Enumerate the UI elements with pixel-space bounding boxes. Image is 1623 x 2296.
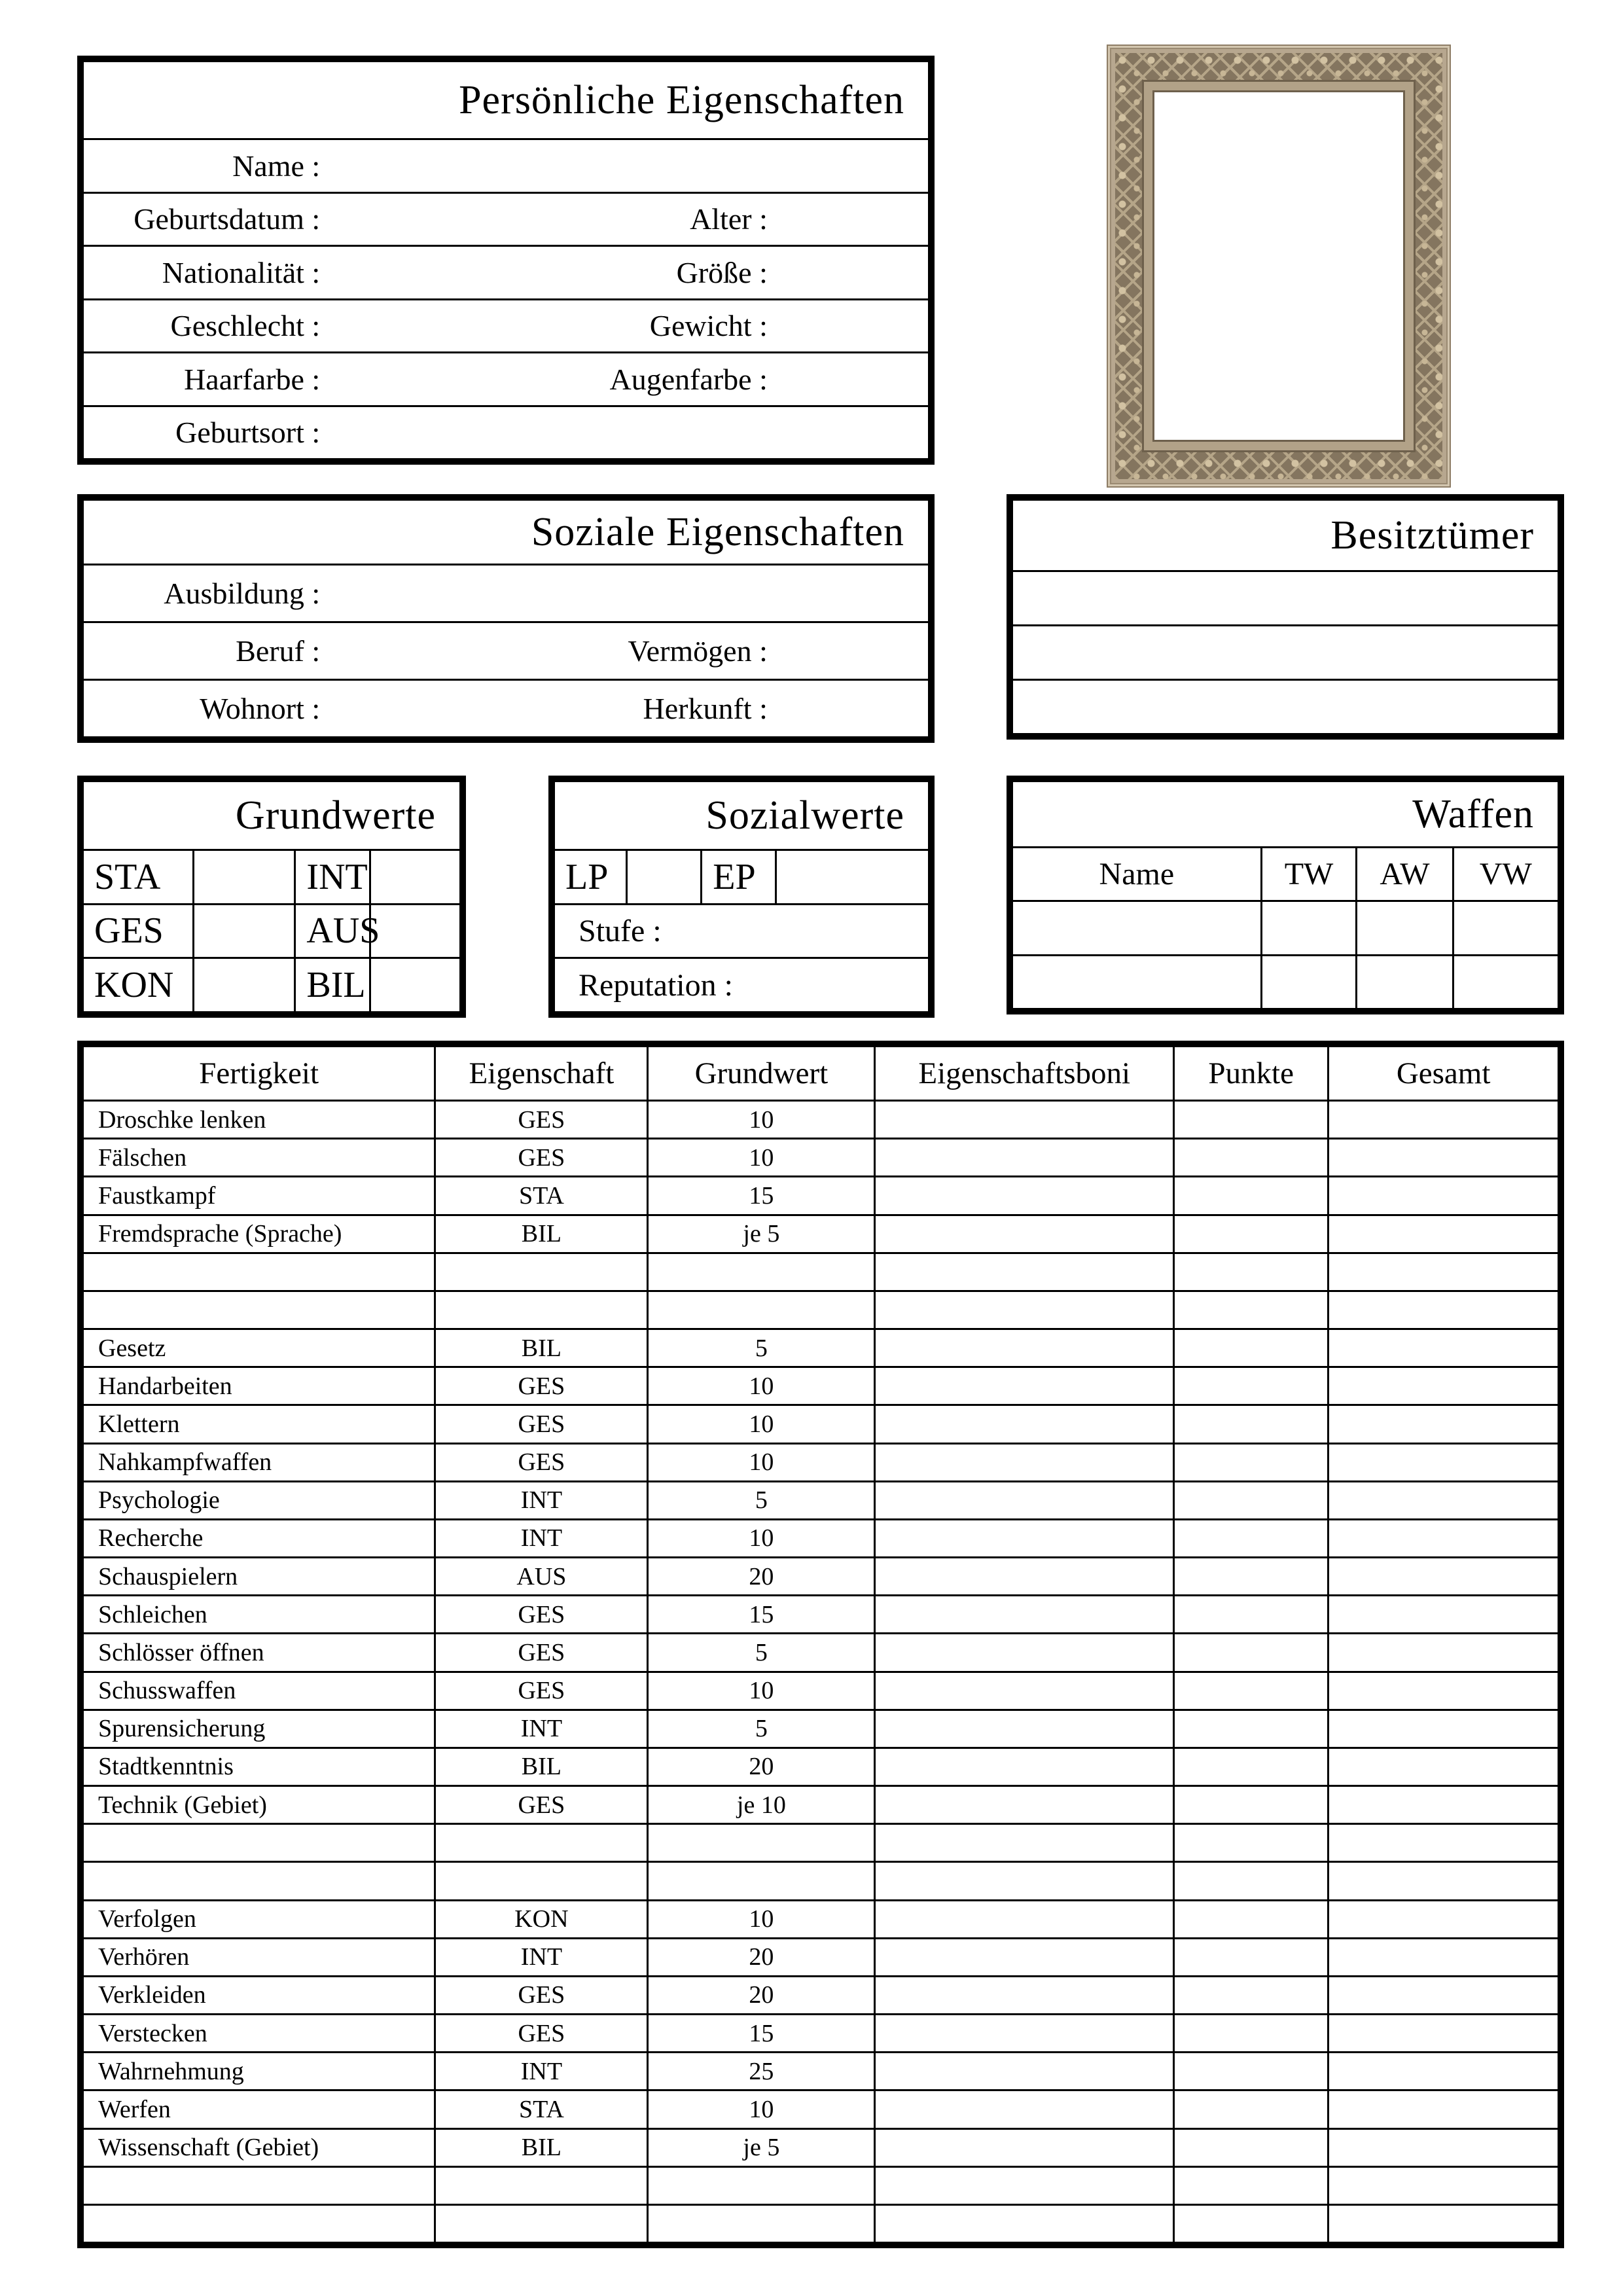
haircolor-label: Haarfarbe : <box>184 362 321 396</box>
skill-attribute-bonus-cell <box>874 1558 1173 1594</box>
skill-total-cell <box>1327 2130 1558 2166</box>
skill-name <box>84 2168 434 2204</box>
skill-total-cell <box>1327 1673 1558 1709</box>
int-label: INT <box>294 851 369 903</box>
skill-row <box>84 1328 1558 1366</box>
skill-total-cell <box>1327 1102 1558 1138</box>
skill-attribute-bonus-cell <box>874 1292 1173 1328</box>
social-values-box <box>548 776 935 1018</box>
skill-attribute: BIL <box>434 1216 647 1252</box>
skills-header-fertigkeit: Fertigkeit <box>199 1056 319 1090</box>
residence-row <box>84 679 928 736</box>
skill-base-value: 10 <box>647 1444 874 1480</box>
skill-name: Schusswaffen <box>98 1677 236 1705</box>
skill-row <box>84 1518 1558 1556</box>
birthplace-label: Geburtsort : <box>175 416 321 450</box>
skill-total-cell <box>1327 1977 1558 2013</box>
reputation-row <box>555 957 928 1011</box>
skill-name: Stadtkenntnis <box>98 1753 234 1781</box>
skill-attribute: STA <box>434 2091 647 2127</box>
skill-attribute: GES <box>434 1977 647 2013</box>
skill-attribute <box>434 1863 647 1899</box>
skill-attribute-bonus-cell <box>874 2206 1173 2242</box>
skill-points-cell <box>1173 2015 1327 2051</box>
skill-row <box>84 1747 1558 1785</box>
skill-points-cell <box>1173 2130 1327 2166</box>
skill-attribute: BIL <box>434 2130 647 2166</box>
skill-points-cell <box>1173 1330 1327 1366</box>
skill-total-cell <box>1327 2015 1558 2051</box>
skill-row <box>84 1823 1558 1861</box>
skill-base-value: 20 <box>647 1977 874 2013</box>
skill-total-cell <box>1327 1482 1558 1518</box>
skill-total-cell <box>1327 1939 1558 1975</box>
skill-base-value <box>647 2206 874 2242</box>
name-row <box>84 138 928 192</box>
skill-total-cell <box>1327 1254 1558 1290</box>
skill-attribute: GES <box>434 2015 647 2051</box>
skill-points-cell <box>1173 1673 1327 1709</box>
stufe-label: Stufe : <box>579 913 662 948</box>
skills-header-row <box>84 1047 1558 1100</box>
sta-value-cell <box>192 851 294 903</box>
skills-header-eigenschaft: Eigenschaft <box>434 1047 647 1100</box>
base-values-row <box>84 903 459 958</box>
skill-attribute: GES <box>434 1368 647 1404</box>
skill-name <box>84 1863 434 1899</box>
skill-attribute-bonus-cell <box>874 2015 1173 2051</box>
skill-attribute <box>434 1292 647 1328</box>
skill-points-cell <box>1173 1216 1327 1252</box>
education-label: Ausbildung : <box>164 577 321 610</box>
skill-attribute-bonus-cell <box>874 1939 1173 1975</box>
skill-base-value <box>647 1292 874 1328</box>
skill-points-cell <box>1173 1939 1327 1975</box>
aus-label: AUS <box>294 905 369 958</box>
social-attributes-box <box>77 494 935 743</box>
possessions-title: Besitztümer <box>1330 512 1534 558</box>
skill-name: Nahkampfwaffen <box>98 1448 272 1477</box>
base-values-title: Grundwerte <box>235 793 436 838</box>
skill-name <box>84 2206 434 2242</box>
skill-row <box>84 1594 1558 1632</box>
skill-name: Klettern <box>98 1410 180 1438</box>
haircolor-row <box>84 351 928 405</box>
skill-attribute: BIL <box>434 1330 647 1366</box>
skill-row <box>84 1175 1558 1213</box>
skill-attribute: GES <box>434 1787 647 1823</box>
skill-name: Verstecken <box>98 2019 207 2047</box>
skill-attribute-bonus-cell <box>874 1254 1173 1290</box>
birthdate-label: Geburtsdatum : <box>134 202 321 236</box>
kon-value-cell <box>192 959 294 1011</box>
skill-attribute-bonus-cell <box>874 1102 1173 1138</box>
skill-name: Werfen <box>98 2095 171 2123</box>
skill-attribute-bonus-cell <box>874 1863 1173 1899</box>
skill-attribute-bonus-cell <box>874 1711 1173 1747</box>
skill-attribute <box>434 2168 647 2204</box>
skill-row <box>84 1443 1558 1480</box>
skill-name: Wahrnehmung <box>98 2057 244 2085</box>
base-values-row <box>84 849 459 903</box>
skill-attribute-bonus-cell <box>874 1330 1173 1366</box>
skill-row <box>84 1861 1558 1899</box>
gender-row <box>84 298 928 352</box>
skill-total-cell <box>1327 2168 1558 2204</box>
skill-attribute: GES <box>434 1139 647 1175</box>
lp-ep-row <box>555 849 928 903</box>
kon-label: KON <box>94 965 174 1006</box>
origin-label: Herkunft : <box>643 692 768 725</box>
skill-name: Psychologie <box>98 1486 220 1515</box>
skill-attribute: GES <box>434 1444 647 1480</box>
skill-total-cell <box>1327 1177 1558 1213</box>
personal-attributes-title: Persönliche Eigenschaften <box>459 77 904 122</box>
skill-attribute-bonus-cell <box>874 1634 1173 1670</box>
skill-points-cell <box>1173 1292 1327 1328</box>
weapons-title: Waffen <box>1412 791 1534 836</box>
skill-points-cell <box>1173 1749 1327 1785</box>
skill-total-cell <box>1327 1558 1558 1594</box>
skill-points-cell <box>1173 1558 1327 1594</box>
skill-attribute-bonus-cell <box>874 1444 1173 1480</box>
skill-total-cell <box>1327 1520 1558 1556</box>
skill-base-value: 10 <box>647 1406 874 1442</box>
skill-base-value <box>647 1825 874 1861</box>
skill-attribute: GES <box>434 1406 647 1442</box>
skills-header-grundwert: Grundwert <box>647 1047 874 1100</box>
skill-name: Wissenschaft (Gebiet) <box>98 2134 319 2162</box>
skill-row <box>84 2166 1558 2204</box>
skill-base-value: 10 <box>647 2091 874 2127</box>
skill-total-cell <box>1327 1863 1558 1899</box>
skill-name: Schlösser öffnen <box>98 1638 264 1666</box>
skill-total-cell <box>1327 1711 1558 1747</box>
aus-value-cell <box>369 905 459 958</box>
skill-attribute: BIL <box>434 1749 647 1785</box>
weapons-box <box>1007 776 1564 1014</box>
skill-base-value: 5 <box>647 1330 874 1366</box>
skill-base-value: 10 <box>647 1520 874 1556</box>
possessions-box <box>1007 494 1564 740</box>
reputation-label: Reputation : <box>579 967 733 1003</box>
skill-attribute: GES <box>434 1673 647 1709</box>
skill-attribute: GES <box>434 1596 647 1632</box>
skill-points-cell <box>1173 1825 1327 1861</box>
skills-header-gesamt: Gesamt <box>1327 1047 1558 1100</box>
residence-label: Wohnort : <box>200 692 321 725</box>
skill-points-cell <box>1173 2206 1327 2242</box>
skill-base-value: 5 <box>647 1711 874 1747</box>
skill-attribute <box>434 1825 647 1861</box>
skill-name: Verkleiden <box>98 1981 206 2009</box>
ep-label: EP <box>700 851 775 903</box>
skill-name: Droschke lenken <box>98 1105 266 1134</box>
profession-row <box>84 621 928 679</box>
skill-name: Fälschen <box>98 1143 187 1172</box>
skill-attribute-bonus-cell <box>874 1787 1173 1823</box>
profession-label: Beruf : <box>236 634 321 668</box>
skill-row <box>84 2013 1558 2051</box>
weapon-tw-header: TW <box>1260 848 1356 900</box>
skill-row <box>84 1252 1558 1290</box>
skill-attribute-bonus-cell <box>874 1825 1173 1861</box>
skill-points-cell <box>1173 1139 1327 1175</box>
skill-points-cell <box>1173 2091 1327 2127</box>
skill-total-cell <box>1327 1749 1558 1785</box>
eyecolor-label: Augenfarbe : <box>609 362 768 396</box>
weapons-header-row <box>1013 846 1558 900</box>
skill-attribute: GES <box>434 1102 647 1138</box>
skill-attribute: INT <box>434 1482 647 1518</box>
skill-name: Verhören <box>98 1943 190 1971</box>
skill-points-cell <box>1173 1177 1327 1213</box>
weight-label: Gewicht : <box>649 309 768 343</box>
skill-base-value <box>647 1254 874 1290</box>
skill-row <box>84 2051 1558 2089</box>
nationality-label: Nationalität : <box>162 255 321 289</box>
skill-row <box>84 1937 1558 1975</box>
skill-attribute-bonus-cell <box>874 2091 1173 2127</box>
skill-base-value: 15 <box>647 1596 874 1632</box>
skill-attribute-bonus-cell <box>874 1216 1173 1252</box>
skill-row <box>84 1899 1558 1937</box>
personal-attributes-box <box>77 56 935 465</box>
skill-attribute <box>434 2206 647 2242</box>
skill-attribute <box>434 1254 647 1290</box>
lp-label: LP <box>565 856 609 897</box>
skill-total-cell <box>1327 1444 1558 1480</box>
int-value-cell <box>369 851 459 903</box>
skill-points-cell <box>1173 1102 1327 1138</box>
skill-total-cell <box>1327 1139 1558 1175</box>
skill-attribute-bonus-cell <box>874 1177 1173 1213</box>
skill-attribute-bonus-cell <box>874 1673 1173 1709</box>
skills-table <box>77 1041 1564 2248</box>
skill-total-cell <box>1327 1825 1558 1861</box>
skill-base-value <box>647 2168 874 2204</box>
skill-row <box>84 1214 1558 1252</box>
birthplace-row <box>84 405 928 459</box>
weapon-vw-header: VW <box>1452 848 1558 900</box>
skill-attribute-bonus-cell <box>874 1368 1173 1404</box>
skill-attribute-bonus-cell <box>874 1901 1173 1937</box>
skill-attribute-bonus-cell <box>874 2053 1173 2089</box>
portrait-frame-inner-area <box>1144 82 1414 450</box>
skill-total-cell <box>1327 2091 1558 2127</box>
skill-base-value: 10 <box>647 1901 874 1937</box>
wealth-label: Vermögen : <box>628 634 768 668</box>
skill-total-cell <box>1327 1216 1558 1252</box>
skill-points-cell <box>1173 1787 1327 1823</box>
skill-row <box>84 1709 1558 1747</box>
weapon-empty-row <box>1013 900 1558 954</box>
skill-total-cell <box>1327 2206 1558 2242</box>
skill-points-cell <box>1173 1368 1327 1404</box>
skill-base-value: 10 <box>647 1368 874 1404</box>
skill-attribute: INT <box>434 1939 647 1975</box>
skill-name: Schleichen <box>98 1600 207 1628</box>
skill-points-cell <box>1173 2168 1327 2204</box>
skill-attribute: INT <box>434 1520 647 1556</box>
skill-row <box>84 1671 1558 1709</box>
skill-row <box>84 1366 1558 1404</box>
skill-base-value: 10 <box>647 1102 874 1138</box>
height-label: Größe : <box>676 255 768 289</box>
skill-attribute-bonus-cell <box>874 1749 1173 1785</box>
skill-attribute-bonus-cell <box>874 2168 1173 2204</box>
base-values-row <box>84 957 459 1011</box>
skill-base-value: 25 <box>647 2053 874 2089</box>
bil-label: BIL <box>294 959 369 1011</box>
skill-points-cell <box>1173 1977 1327 2013</box>
possessions-empty-row <box>1013 570 1558 624</box>
skills-header-eigenschaftsboni: Eigenschaftsboni <box>874 1047 1173 1100</box>
skill-base-value: 5 <box>647 1634 874 1670</box>
ges-label: GES <box>94 910 164 952</box>
skill-points-cell <box>1173 1254 1327 1290</box>
skill-attribute-bonus-cell <box>874 1406 1173 1442</box>
skill-row <box>84 1556 1558 1594</box>
skill-attribute-bonus-cell <box>874 1977 1173 2013</box>
skill-row <box>84 2128 1558 2166</box>
skill-points-cell <box>1173 1901 1327 1937</box>
name-label: Name : <box>232 149 321 183</box>
skill-points-cell <box>1173 1863 1327 1899</box>
bil-value-cell <box>369 959 459 1011</box>
skill-name: Fremdsprache (Sprache) <box>98 1220 342 1248</box>
nationality-row <box>84 245 928 298</box>
skill-base-value: 10 <box>647 1139 874 1175</box>
ep-value-cell <box>775 851 928 903</box>
birthdate-row <box>84 192 928 245</box>
skill-points-cell <box>1173 1520 1327 1556</box>
skill-total-cell <box>1327 1787 1558 1823</box>
social-values-title: Sozialwerte <box>705 793 904 838</box>
skill-points-cell <box>1173 1596 1327 1632</box>
skill-name: Recherche <box>98 1524 204 1552</box>
skill-name: Handarbeiten <box>98 1372 232 1400</box>
skill-total-cell <box>1327 2053 1558 2089</box>
skill-total-cell <box>1327 1330 1558 1366</box>
skill-row <box>84 1785 1558 1823</box>
skill-total-cell <box>1327 1292 1558 1328</box>
skill-row <box>84 1632 1558 1670</box>
skills-header-punkte: Punkte <box>1173 1047 1327 1100</box>
skill-name <box>84 1292 434 1328</box>
stufe-row <box>555 903 928 958</box>
weapon-aw-header: AW <box>1355 848 1452 900</box>
skill-base-value: je 5 <box>647 2130 874 2166</box>
skill-attribute: STA <box>434 1177 647 1213</box>
skill-base-value: 20 <box>647 1558 874 1594</box>
skill-attribute-bonus-cell <box>874 1139 1173 1175</box>
skill-base-value: je 5 <box>647 1216 874 1252</box>
skill-base-value: 10 <box>647 1673 874 1709</box>
skill-row <box>84 1138 1558 1175</box>
skill-points-cell <box>1173 1634 1327 1670</box>
possessions-empty-row <box>1013 624 1558 679</box>
skill-points-cell <box>1173 2053 1327 2089</box>
skill-points-cell <box>1173 1482 1327 1518</box>
skill-total-cell <box>1327 1634 1558 1670</box>
weapon-name-header: Name <box>1099 857 1175 891</box>
skill-name: Faustkampf <box>98 1181 216 1210</box>
skill-attribute: AUS <box>434 1558 647 1594</box>
skill-base-value: 20 <box>647 1749 874 1785</box>
skill-total-cell <box>1327 1406 1558 1442</box>
skill-attribute-bonus-cell <box>874 1520 1173 1556</box>
skill-name: Gesetz <box>98 1334 166 1362</box>
skill-attribute-bonus-cell <box>874 1596 1173 1632</box>
age-label: Alter : <box>690 202 768 236</box>
base-values-box <box>77 776 466 1018</box>
gender-label: Geschlecht : <box>170 309 321 343</box>
skill-base-value: 15 <box>647 2015 874 2051</box>
skill-attribute: KON <box>434 1901 647 1937</box>
skill-name: Verfolgen <box>98 1905 196 1933</box>
skill-name <box>84 1825 434 1861</box>
skill-attribute: GES <box>434 1634 647 1670</box>
ges-value-cell <box>192 905 294 958</box>
skill-name: Technik (Gebiet) <box>98 1791 267 1819</box>
skill-name <box>84 1254 434 1290</box>
skill-points-cell <box>1173 1711 1327 1747</box>
skill-base-value: 5 <box>647 1482 874 1518</box>
skill-row <box>84 2204 1558 2242</box>
skill-points-cell <box>1173 1444 1327 1480</box>
skill-attribute-bonus-cell <box>874 2130 1173 2166</box>
skill-points-cell <box>1173 1406 1327 1442</box>
skill-base-value <box>647 1863 874 1899</box>
skill-row <box>84 1100 1558 1138</box>
skill-base-value: 15 <box>647 1177 874 1213</box>
skill-row <box>84 2089 1558 2127</box>
skill-base-value: 20 <box>647 1939 874 1975</box>
lp-value-cell <box>626 851 700 903</box>
education-row <box>84 564 928 621</box>
sta-label: STA <box>94 856 161 897</box>
skill-total-cell <box>1327 1901 1558 1937</box>
skill-base-value: je 10 <box>647 1787 874 1823</box>
skill-attribute: INT <box>434 1711 647 1747</box>
skill-row <box>84 1975 1558 2013</box>
skill-name: Schauspielern <box>98 1562 238 1590</box>
skill-attribute-bonus-cell <box>874 1482 1173 1518</box>
skill-total-cell <box>1327 1596 1558 1632</box>
skill-row <box>84 1290 1558 1328</box>
possessions-empty-row <box>1013 679 1558 733</box>
skill-row <box>84 1404 1558 1442</box>
skill-row <box>84 1480 1558 1518</box>
skill-name: Spurensicherung <box>98 1715 266 1743</box>
skill-total-cell <box>1327 1368 1558 1404</box>
social-attributes-title: Soziale Eigenschaften <box>531 509 904 554</box>
skill-attribute: INT <box>434 2053 647 2089</box>
portrait-frame <box>1108 46 1450 486</box>
weapon-empty-row <box>1013 954 1558 1009</box>
